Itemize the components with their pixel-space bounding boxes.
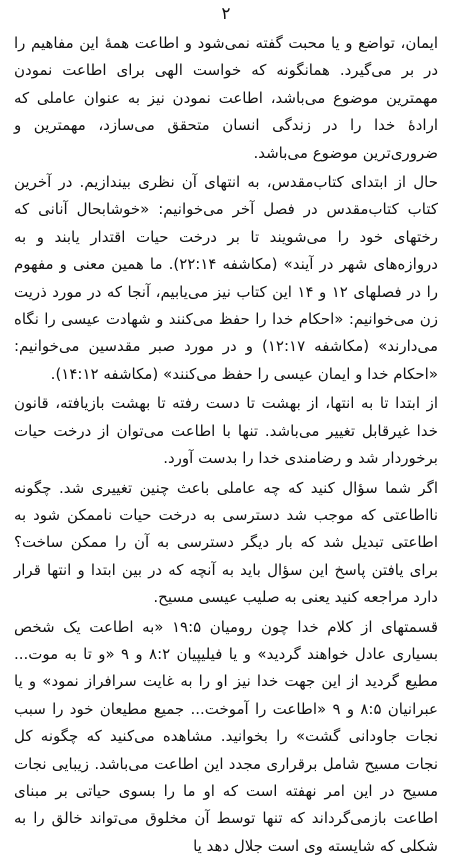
paragraph-1: ایمان، تواضع و یا محبت گفته نمی‌شود و اطاعت همهٔ این مفاهیم را در بر می‌گیرد. همانگونه که خواست الهی برای اطاعت نمودن مهمترین موضوع می‌باشد، اطاعت نمودن نیز به عنوان عاملی که ارادهٔ خدا را در زندگی انسان متحقق می‌سازد، مهمترین و ضروری‌ترین موضوع می‌باشد. (14, 34, 438, 162)
paragraph-4: اگر شما سؤال کنید که چه عاملی باعث چنین تغییری شد. چگونه نااطاعتی که موجب شد دسترسی به درخت حیات ناممکن شود به اطاعتی تبدیل شد که بار دیگر دسترسی به آن را ممکن ساخت؟ برای یافتن پاسخ این سؤال باید به آنچه که در بین ابتدا و انتها قرار دارد مراجعه کنید یعنی به صلیب عیسی مسیح. (14, 478, 438, 607)
paragraph-3: از ابتدا تا به انتها، از بهشت تا دست رفته تا بهشت بازیافته، قانون خدا غیرقابل تغییر می‌باشد. تنها با اطاعت می‌توان از درخت حیات برخوردار شد و رضامندی خدا را بدست آورد. (14, 394, 438, 468)
paragraph-5: قسمتهای از کلام خدا چون رومیان ۱۹:۵ «به اطاعت یک شخص بسیاری عادل خواهند گردید» و یا فیلیپیان ۸:۲ و ۹ «و تا به موت... مطیع گردید از این جهت خدا نیز او را به غایت سرافراز نمود» و یا عبرانیان ۸:۵ و ۹ «اطاعت را آموخت... جمیع مطیعان خود را سبب نجات جاودانی گشت» را بخوانید. مشاهده می‌کنید که چگونه کل نجات مسیح شامل برقراری مجدد این اطاعت می‌باشد. زیبایی نجات مسیح در این امر نهفته است که او ما را بسوی حیاتی بر مبنای اطاعت بازمی‌گرداند که تنها توسط آن مخلوق می‌تواند خالق را به شکلی که شایسته وی است جلال دهد یا (14, 617, 439, 855)
paragraph-2: حال از ابتدای کتاب‌مقدس، به انتهای آن نظری بیندازیم. در آخرین کتاب کتاب‌مقدس در فصل آخر می‌خوانیم: «خوشابحال آنانی که رختهای خود را می‌شویند تا بر درخت حیات اقتدار یابند و به دروازه‌های شهر در آیند» (مکاشفه ۲۲:۱۴). ما همین معنی و مفهوم را در فصلهای ۱۲ و ۱۴ این کتاب نیز می‌یابیم، آنجا که در مورد ذریت زن می‌خوانیم: «احکام خدا را حفظ می‌کنند و شهادت عیسی را نگاه می‌دارند» (مکاشفه ۱۲:۱۷) و در مورد صبر مقدسین می‌خوانیم: «احکام خدا و ایمان عیسی را حفظ می‌کنند» (مکاشفه ۱۴:۱۲). (14, 173, 439, 383)
page-number: ۲ (221, 4, 231, 24)
